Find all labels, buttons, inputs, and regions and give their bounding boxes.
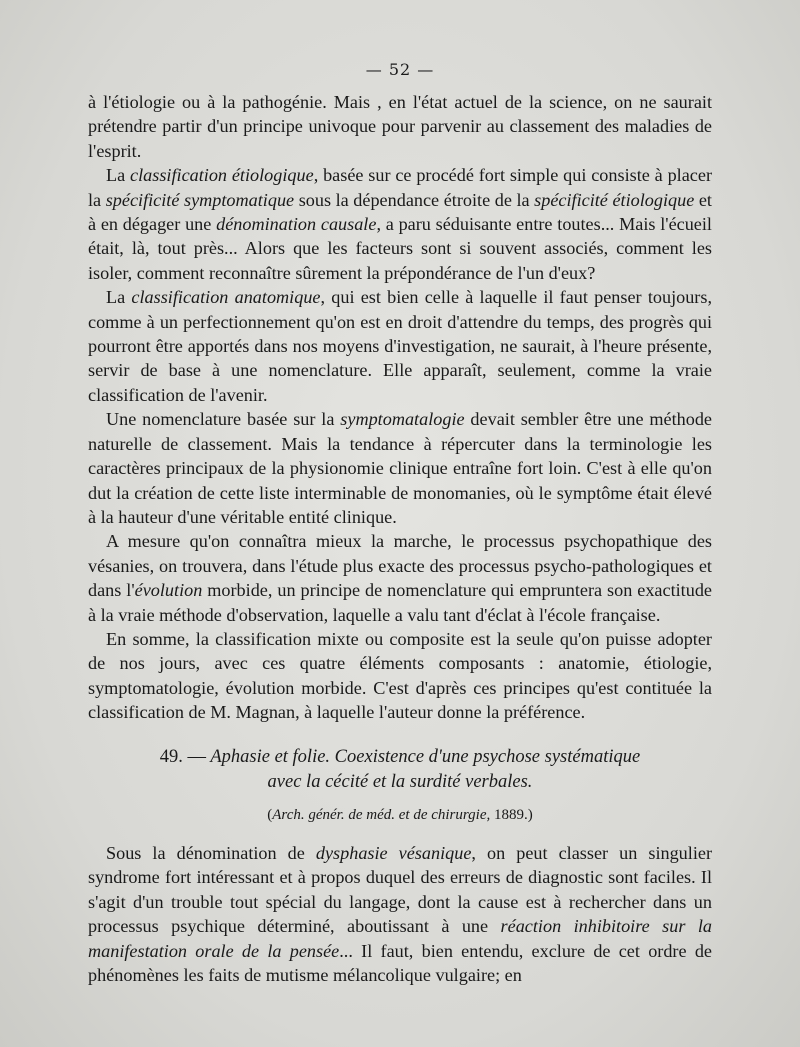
italic-term: évolution xyxy=(134,580,203,601)
section-title-line1: Aphasie et folie. Coexistence d'une psychose systématique xyxy=(210,746,641,767)
text-run: morbide, un principe de nomenclature qui empruntera son exactitude à la vraie méthode d'observation, laquelle a valu tant d'éclat à l'école française. xyxy=(88,580,712,625)
citation-open: ( xyxy=(267,806,273,823)
paragraph-etiological-classification xyxy=(88,163,712,285)
text-run: et à en dégager une xyxy=(88,189,712,235)
text-run: La xyxy=(106,287,132,308)
paragraph-conclusion: En somme, la classification mixte ou composite est la seule qu'on puisse adopter de nos jours, avec ces quatre éléments composants : anatomie, étiologie, symptomatologie, évolution morbide. C'est d'après ces principes qu'est contituée la classification de M. Magnan, à laquelle l'auteur donne la préférence. xyxy=(88,628,712,723)
citation-year: 1889.) xyxy=(490,806,533,823)
body-text xyxy=(88,90,712,987)
section-heading xyxy=(88,745,712,795)
text-run: , basée sur ce procédé fort simple qui consiste à placer la xyxy=(88,165,712,210)
section-citation xyxy=(88,803,712,827)
section-title-line2: avec la cécité et la surdité verbales. xyxy=(267,771,533,792)
text-run: devait sembler être une méthode naturelle de classement. Mais la tendance à répercuter dans la terminologie les caractères principaux de la physionomie clinique entraîne fort loin. C'est à elle qu'on dut la création de cette liste interminable de monomanies, où le symptôme était élevé à la hauteur d'une véritable entité clinique. xyxy=(88,409,712,527)
section-number: 49. — xyxy=(159,746,207,767)
italic-term: spécificité étiologique xyxy=(534,189,695,210)
text-run: La xyxy=(106,165,131,186)
text-run: Sous la dénomination de xyxy=(106,842,316,863)
italic-term: dysphasie vésanique xyxy=(315,842,472,863)
text-run: , a paru séduisante entre toutes... Mais l'écueil était, là, tout près... Alors que les facteurs sont si souvent associés, comment les isoler, comment reconnaître sûrement la prépondérance de l'un d'eux? xyxy=(88,214,712,283)
text-run: , on peut classer un singulier syndrome fort intéressant et à propos duquel des erreurs de diagnostic sont faciles. Il s'agit d'un trouble tout spécial du langage, dont la cause est à rechercher dans un processus psychique déterminé, aboutissant à une xyxy=(88,842,713,937)
italic-term: réaction inhibitoire sur la manifestation orale de la pensée xyxy=(88,916,712,961)
text-run: , qui est bien celle à laquelle il faut penser toujours, comme à un perfectionnement qu'on est en droit d'attendre du temps, des progrès qui pourront être apportés dans nos moyens d'investigation, ne saurait, à l'heure présente, servir de base à une nomenclature. Elle apparaît, seulement, comme la vraie classification de l'avenir. xyxy=(88,287,712,405)
text-run: A mesure qu'on connaîtra mieux la marche, le processus psychopathique des vésanies, on trouvera, dans l'étude plus exacte des processus psycho-pathologiques et dans l' xyxy=(88,531,712,601)
italic-term: spécificité symptomatique xyxy=(105,189,295,210)
paragraph-dysphasia xyxy=(88,841,712,987)
page-number: — 52 — xyxy=(365,60,435,79)
italic-term: classification anatomique xyxy=(131,287,321,308)
text-run: Une nomenclature basée sur la xyxy=(106,409,341,430)
citation-journal: Arch. génér. de méd. et de chirurgie, xyxy=(272,806,491,823)
paragraph-anatomical-classification xyxy=(88,285,712,407)
italic-term: symptomatalogie xyxy=(340,409,465,430)
paragraph-continuation: à l'étiologie ou à la pathogénie. Mais , en l'état actuel de la science, on ne saurait prétendre partir d'un principe univoque pour parvenir au classement des maladies de l'esprit. xyxy=(88,92,712,161)
text-run: ... Il faut, bien entendu, exclure de cet ordre de phénomènes les faits de mutisme mélancolique vulgaire; en xyxy=(88,940,712,985)
italic-term: classification étiologique xyxy=(130,165,314,186)
paragraph-evolution xyxy=(88,529,712,627)
italic-term: dénomination causale xyxy=(216,214,377,235)
text-run: sous la dépendance étroite de la xyxy=(294,189,535,210)
paragraph-symptomatology xyxy=(88,407,712,529)
